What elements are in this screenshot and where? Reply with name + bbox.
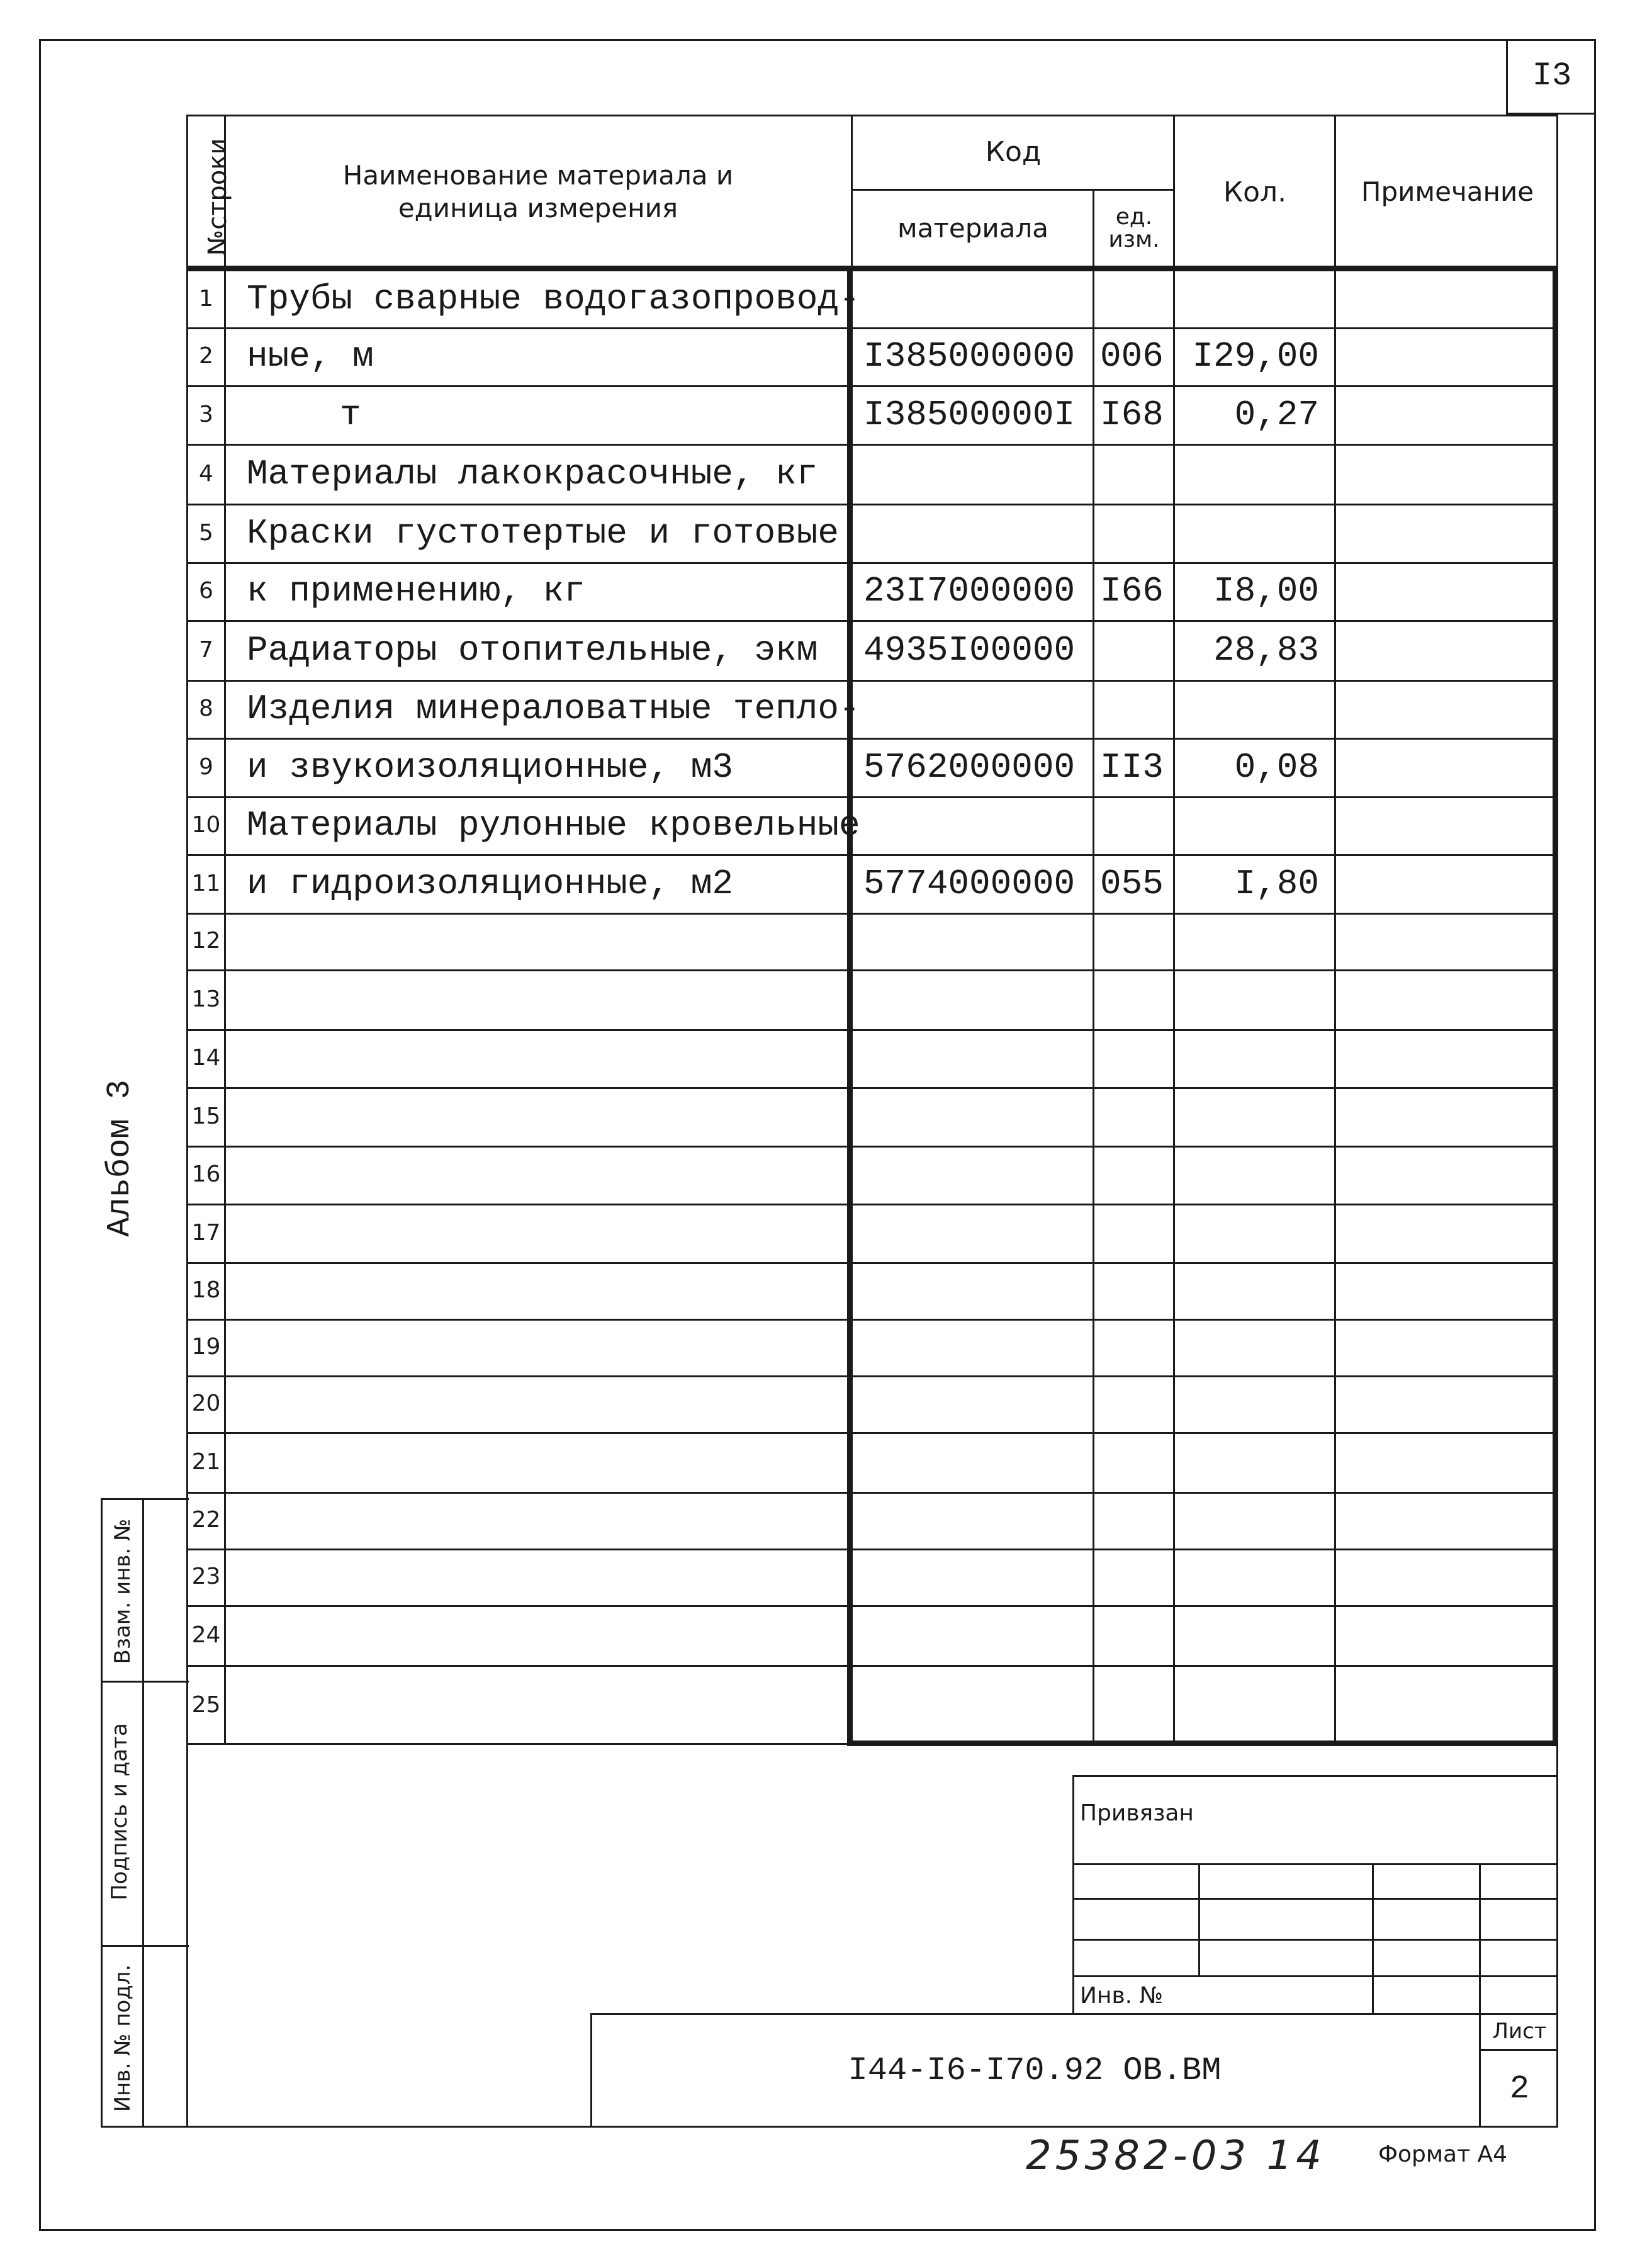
sheet-label: Лист xyxy=(1492,2019,1547,2045)
row-name: Материалы рулонные кровельные xyxy=(247,805,860,845)
page-number: I3 xyxy=(1506,39,1596,115)
row-name: т xyxy=(340,394,361,435)
sheet-number: 2 xyxy=(1509,2070,1530,2107)
row-number: 25 xyxy=(191,1691,221,1718)
row-unit: 055 xyxy=(1100,863,1164,904)
handwritten-number: 25382-03 14 xyxy=(1026,2133,1325,2179)
row-qty: I8,00 xyxy=(1213,571,1319,611)
row-name: Трубы сварные водогазопровод- xyxy=(247,279,860,319)
row-number: 17 xyxy=(191,1219,221,1246)
row-number: 11 xyxy=(191,870,221,896)
row-name: к применению, кг xyxy=(247,571,585,611)
row-qty: 0,08 xyxy=(1234,747,1319,787)
header-name: Наименование материала и единица измерения xyxy=(342,159,734,223)
row-number: 8 xyxy=(199,696,213,721)
row-number: 5 xyxy=(199,519,213,546)
header-code-material: материала xyxy=(897,212,1048,244)
row-qty: 28,83 xyxy=(1213,629,1319,670)
row-name: Изделия минераловатные тепло- xyxy=(247,689,860,729)
data-body-frame xyxy=(847,266,1558,1746)
row-number: 2 xyxy=(199,343,213,369)
row-name: и гидроизоляционные, м2 xyxy=(247,863,733,904)
row-qty: I,80 xyxy=(1234,863,1319,904)
row-number: 18 xyxy=(191,1277,221,1303)
row-code: 5762000000 xyxy=(863,747,1076,787)
header-note: Примечание xyxy=(1361,176,1534,207)
row-number: 1 xyxy=(199,286,213,312)
privyazan-label: Привязан xyxy=(1080,1800,1194,1826)
format-label: Формат А4 xyxy=(1378,2141,1508,2167)
row-unit: II3 xyxy=(1100,747,1164,787)
row-number: 6 xyxy=(199,578,213,604)
row-unit: I68 xyxy=(1100,394,1164,435)
row-name: ные, м xyxy=(247,336,374,376)
row-code: 23I7000000 xyxy=(863,571,1076,611)
row-number: 12 xyxy=(191,928,221,954)
row-number: 10 xyxy=(191,812,221,838)
row-qty: 0,27 xyxy=(1234,394,1319,435)
row-number: 23 xyxy=(191,1564,221,1589)
row-number: 3 xyxy=(199,401,213,427)
row-name: Материалы лакокрасочные, кг xyxy=(247,453,818,494)
row-unit: I66 xyxy=(1100,571,1164,611)
row-number: 4 xyxy=(199,460,213,487)
row-number: 24 xyxy=(191,1622,221,1648)
row-number: 19 xyxy=(191,1334,221,1360)
row-code: I38500000I xyxy=(863,394,1076,435)
row-number: 16 xyxy=(191,1161,221,1187)
header-row-no: №строки xyxy=(203,138,232,256)
row-number: 7 xyxy=(199,636,213,663)
row-code: I385000000 xyxy=(863,336,1076,376)
row-number: 15 xyxy=(191,1103,221,1129)
header-qty: Кол. xyxy=(1223,176,1287,208)
row-code: 4935I00000 xyxy=(863,629,1076,670)
stamp-inv-podl: Инв. № подл. xyxy=(110,1964,135,2113)
row-unit: 006 xyxy=(1100,336,1164,376)
header-code-unit: ед. изм. xyxy=(1108,204,1160,252)
row-number: 22 xyxy=(191,1507,221,1533)
header-code: Код xyxy=(985,135,1042,168)
stamp-podpis-data: Подпись и дата xyxy=(106,1723,132,1900)
inv-no-label: Инв. № xyxy=(1080,1983,1164,2009)
row-qty: I29,00 xyxy=(1192,336,1319,376)
row-code: 5774000000 xyxy=(863,863,1076,904)
stamp-vzam-inv: Взам. инв. № xyxy=(110,1518,135,1664)
row-name: и звукоизоляционные, м3 xyxy=(247,747,733,787)
row-number: 9 xyxy=(199,753,213,780)
doc-code: I44-I6-I70.92 ОВ.ВМ xyxy=(848,2051,1222,2089)
row-number: 13 xyxy=(191,986,221,1012)
row-number: 14 xyxy=(191,1045,221,1071)
row-number: 20 xyxy=(191,1391,221,1416)
row-name: Краски густотертые и готовые xyxy=(247,512,839,553)
row-name: Радиаторы отопительные, экм xyxy=(247,629,818,670)
album-label: Альбом 3 xyxy=(101,1080,138,1237)
row-number: 21 xyxy=(191,1448,221,1475)
